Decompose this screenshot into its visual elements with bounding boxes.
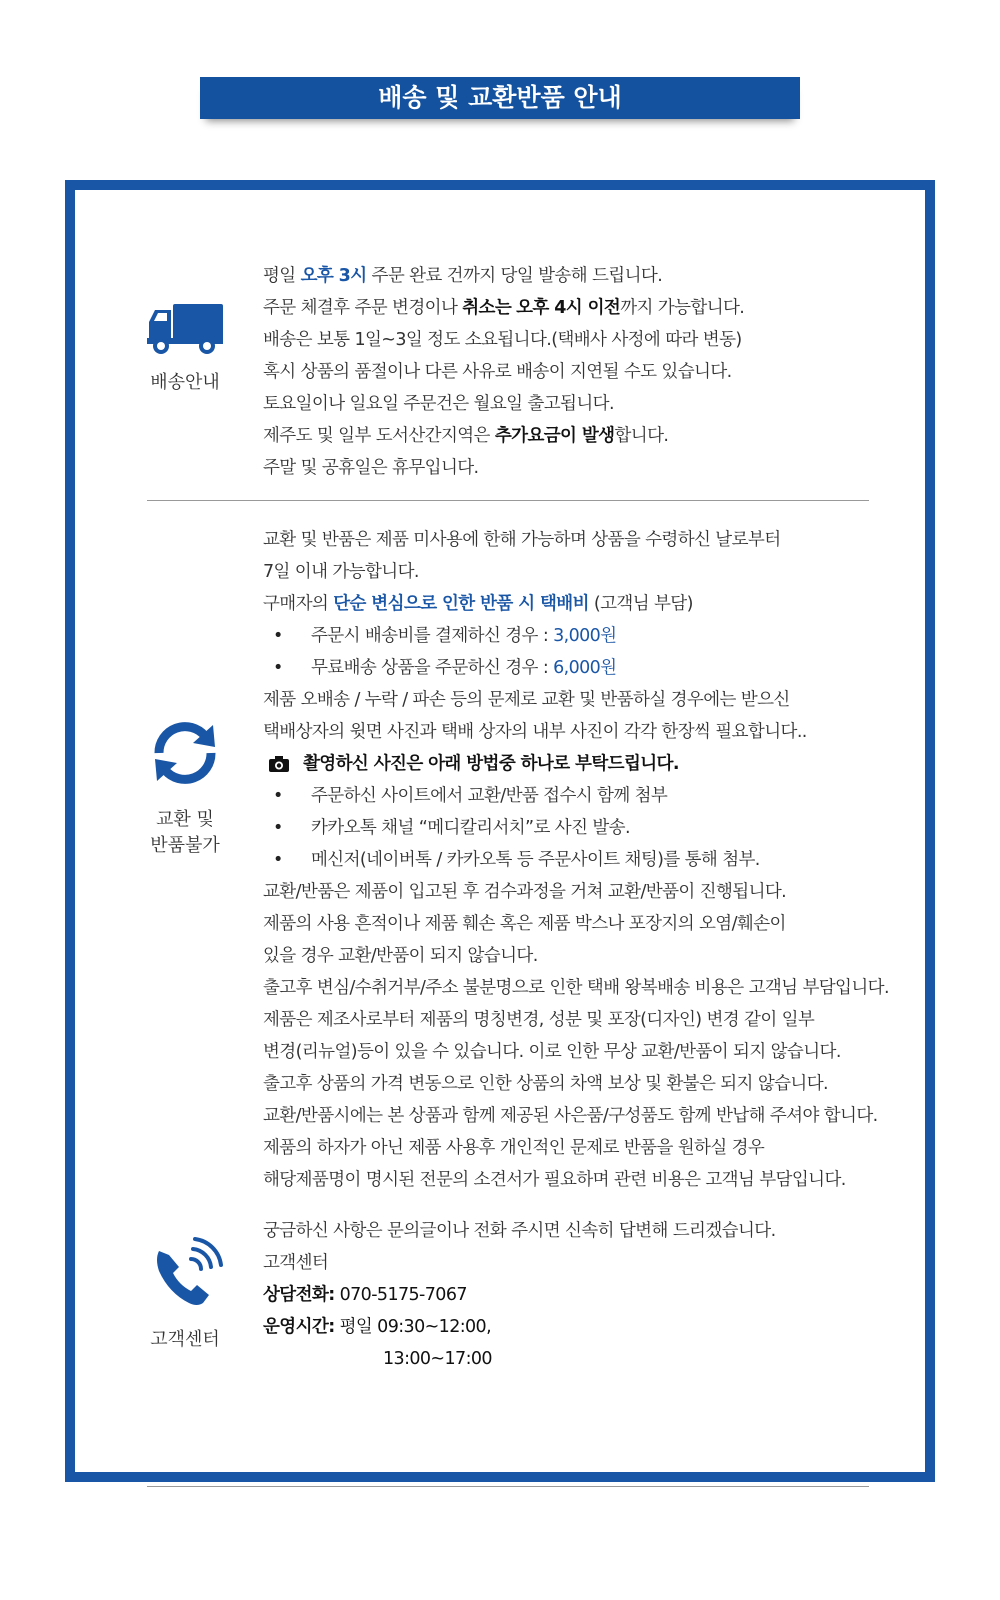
- bold-text: 취소는: [462, 298, 512, 318]
- exchange-line-6: 교환/반품은 제품이 입고된 후 검수과정을 거쳐 교환/반품이 진행됩니다.: [263, 882, 787, 902]
- exchange-icon-col: [125, 715, 245, 859]
- exchange-text: [263, 524, 923, 1196]
- support-hours: [263, 1311, 923, 1343]
- photo-bullet-2: • 카카오톡 채널 “메디칼리서치”로 사진 발송.: [263, 812, 923, 844]
- shipping-line-7: 주말 및 공휴일은 휴무입니다.: [263, 458, 479, 478]
- fee-bullet-1: [263, 620, 923, 652]
- text: 무료배송 상품을 주문하신 경우 :: [311, 658, 554, 678]
- refresh-icon: [147, 715, 223, 791]
- exchange-line-2: 7일 이내 가능합니다.: [263, 562, 419, 582]
- support-icon-col: [125, 1235, 245, 1353]
- divider: [147, 500, 869, 501]
- info-frame: [65, 180, 935, 1482]
- shipping-line-6: [263, 420, 923, 452]
- text: 주문 완료 건까지 당일 발송해 드립니다.: [366, 266, 663, 286]
- phone-icon: [145, 1235, 225, 1315]
- support-hours-2: [263, 1343, 923, 1375]
- phone-number: 070-5175-7067: [339, 1285, 467, 1305]
- text: 주문시 배송비를 결제하신 경우 :: [311, 626, 554, 646]
- truck-icon: [145, 302, 225, 358]
- text: (고객님 부담): [588, 594, 693, 614]
- shipping-line-2: [263, 292, 923, 324]
- text: 까지 가능합니다.: [620, 298, 745, 318]
- exchange-line-4: 제품 오배송 / 누락 / 파손 등의 문제로 교환 및 반품하실 경우에는 받으신: [263, 690, 790, 710]
- highlight-text: 오후 3시: [300, 266, 367, 286]
- photo-bullet-3: • 메신저(네이버톡 / 카카오톡 등 주문사이트 채팅)를 통해 첨부.: [263, 844, 923, 876]
- exchange-line-15: 해당제품명이 명시된 전문의 소견서가 필요하며 관련 비용은 고객님 부담입니다.: [263, 1170, 846, 1190]
- exchange-line-1: 교환 및 반품은 제품 미사용에 한해 가능하며 상품을 수령하신 날로부터: [263, 530, 781, 550]
- shipping-line-3: 배송은 보통 1일~3일 정도 소요됩니다.(택배사 사정에 따라 변동): [263, 330, 742, 350]
- exchange-label: [125, 807, 245, 859]
- phone-label: 상담전화:: [263, 1285, 335, 1305]
- exchange-line-7: 제품의 사용 흔적이나 제품 훼손 혹은 제품 박스나 포장지의 오염/훼손이: [263, 914, 786, 934]
- price-text: 3,000원: [553, 626, 617, 646]
- support-line-1: 궁금하신 사항은 문의글이나 전화 주시면 신속히 답변해 드리겠습니다.: [263, 1221, 776, 1241]
- hours-weekday: 평일 09:30~12:00,: [339, 1317, 492, 1337]
- bold-text: 오후 4시 이전: [516, 298, 621, 318]
- exchange-line-3: [263, 588, 923, 620]
- photo-title-text: 촬영하신 사진은 아래 방법중 하나로 부탁드립니다.: [303, 754, 679, 774]
- text: 합니다.: [614, 426, 669, 446]
- shipping-line-5: 토요일이나 일요일 주문건은 월요일 출고됩니다.: [263, 394, 614, 414]
- support-phone: [263, 1279, 923, 1311]
- exchange-line-8: 있을 경우 교환/반품이 되지 않습니다.: [263, 946, 538, 966]
- exchange-line-12: 출고후 상품의 가격 변동으로 인한 상품의 차액 보상 및 환불은 되지 않습니다.: [263, 1074, 829, 1094]
- price-text: 6,000원: [553, 658, 617, 678]
- photo-title: [263, 748, 923, 780]
- shipping-label: 배송안내: [150, 372, 220, 393]
- highlight-text: 단순 변심으로 인한 반품 시 택배비: [333, 594, 589, 614]
- exchange-label-line-1: 교환 및: [156, 809, 214, 830]
- support-label: 고객센터: [150, 1329, 220, 1350]
- exchange-line-5: 택배상자의 윗면 사진과 택배 상자의 내부 사진이 각각 한장씩 필요합니다..: [263, 722, 807, 742]
- hours-afternoon: 13:00~17:00: [383, 1349, 492, 1369]
- exchange-line-10: 제품은 제조사로부터 제품의 명칭변경, 성분 및 포장(디자인) 변경 같이 일부: [263, 1010, 815, 1030]
- divider: [147, 1486, 869, 1487]
- text: 주문 체결후 주문 변경이나: [263, 298, 463, 318]
- exchange-line-14: 제품의 하자가 아닌 제품 사용후 개인적인 문제로 반품을 원하실 경우: [263, 1138, 765, 1158]
- support-line-2: 고객센터: [263, 1253, 329, 1273]
- exchange-line-9: 출고후 변심/수취거부/주소 불분명으로 인한 택배 왕복배송 비용은 고객님 부담입니다.: [263, 978, 889, 998]
- text: 제주도 및 일부 도서산간지역은: [263, 426, 495, 446]
- shipping-icon-col: [125, 302, 245, 396]
- hours-label: 운영시간:: [263, 1317, 335, 1337]
- shipping-text: [263, 260, 923, 484]
- shipping-line-1: [263, 260, 923, 292]
- page-title: 배송 및 교환반품 안내: [200, 77, 800, 119]
- exchange-line-11: 변경(리뉴얼)등이 있을 수 있습니다. 이로 인한 무상 교환/반품이 되지 않습니다.: [263, 1042, 841, 1062]
- photo-bullet-1: • 주문하신 사이트에서 교환/반품 접수시 함께 첨부: [263, 780, 923, 812]
- shipping-line-4: 혹시 상품의 품절이나 다른 사유로 배송이 지연될 수도 있습니다.: [263, 362, 732, 382]
- fee-bullet-2: [263, 652, 923, 684]
- exchange-line-13: 교환/반품시에는 본 상품과 함께 제공된 사은품/구성품도 함께 반납해 주셔야 합니다.: [263, 1106, 878, 1126]
- camera-icon: [269, 756, 289, 772]
- bold-text: 추가요금이 발생: [494, 426, 615, 446]
- text: 평일: [263, 266, 301, 286]
- support-text: [263, 1215, 923, 1375]
- exchange-label-line-2: 반품불가: [150, 835, 220, 856]
- text: 구매자의: [263, 594, 334, 614]
